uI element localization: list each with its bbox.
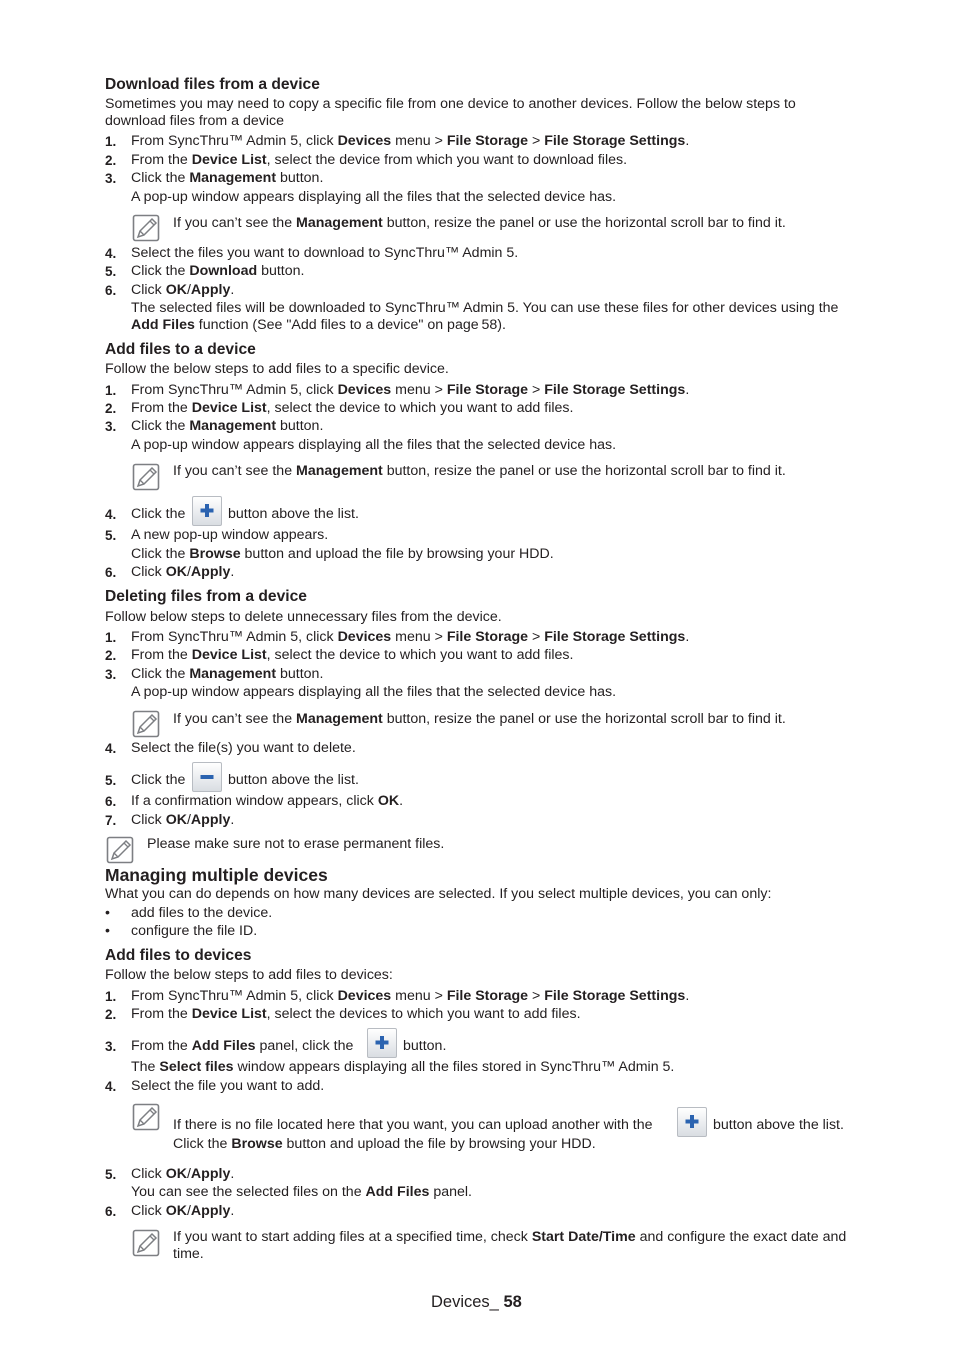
step-text: From SyncThru™ Admin 5, click Devices menu > File Storage > File Storage Settings. [131,629,690,645]
intro-text: Follow below steps to delete unnecessary files from the device. [105,609,502,625]
step-number: 3. [105,419,117,434]
note-icon [132,710,160,738]
minus-icon [193,763,221,791]
intro-text: What you can do depends on how many devices are selected. If you select multiple devices, you can only: [105,886,772,902]
step-text: Click the Management button. [131,666,324,682]
step-number: 1. [105,630,117,645]
step-number: 2. [105,153,117,168]
add-button-icon[interactable] [367,1028,397,1058]
note-text: If you can’t see the Management button, resize the panel or use the horizontal scroll bar to find it. [173,463,786,479]
intro-text: Sometimes you may need to copy a specific file from one device to another devices. Follow the below steps to [105,96,796,112]
step-detail: You can see the selected files on the Add Files panel. [131,1184,472,1200]
step-text: From SyncThru™ Admin 5, click Devices menu > File Storage > File Storage Settings. [131,988,690,1004]
step-text: If a confirmation window appears, click OK. [131,793,404,809]
step-number: 6. [105,1204,117,1219]
section-title-add-files-devices: Add files to devices [105,947,252,964]
step-number: 3. [105,667,117,682]
bullet: • [105,905,110,921]
note-icon [132,1103,160,1131]
step-detail: A pop-up window appears displaying all the files that the selected device has. [131,684,617,700]
note-text: If you want to start adding files at a specified time, check Start Date/Time and configure the exact date and [173,1229,847,1245]
step-text: Click OK/Apply. [131,564,235,580]
note-text: Please make sure not to erase permanent files. [147,836,445,852]
step-number: 1. [105,383,117,398]
step-detail: The selected files will be downloaded to SyncThru™ Admin 5. You can use these files for other devices using the [131,300,839,316]
note-text: time. [173,1246,204,1262]
note-icon [132,1229,160,1257]
step-number: 1. [105,134,117,149]
step-text: From the Device List, select the device from which you want to download files. [131,152,628,168]
step-text: Select the file you want to add. [131,1078,325,1094]
step-text: Click the Download button. [131,263,305,279]
step-number: 2. [105,1007,117,1022]
plus-icon [368,1029,396,1057]
step-number: 4. [105,1079,117,1094]
step-number: 5. [105,528,117,543]
note-text: Click the Browse button and upload the file by browsing your HDD. [173,1136,596,1152]
note-icon [106,836,134,864]
plus-icon [678,1108,706,1136]
step-text: From SyncThru™ Admin 5, click Devices menu > File Storage > File Storage Settings. [131,133,690,149]
step-text: Select the file(s) you want to delete. [131,740,356,756]
step-text: Click the [131,772,186,788]
step-text: Click the [131,506,186,522]
note-icon [132,463,160,491]
step-number: 5. [105,1167,117,1182]
step-text: button above the list. [228,772,359,788]
step-detail: Click the Browse button and upload the file by browsing your HDD. [131,546,554,562]
step-text: button above the list. [228,506,359,522]
section-title-download: Download files from a device [105,76,320,93]
intro-text: Follow the below steps to add files to a specific device. [105,361,449,377]
section-title-managing: Managing multiple devices [105,865,328,885]
step-number: 6. [105,794,117,809]
step-text: From the Device List, select the devices to which you want to add files. [131,1006,581,1022]
step-number: 3. [105,1039,117,1054]
section-title-add-files: Add files to a device [105,341,256,358]
step-detail: Add Files function (See "Add files to a device" on page 58). [131,317,506,333]
step-text: Click the Management button. [131,170,324,186]
step-number: 3. [105,171,117,186]
step-text: Select the files you want to download to SyncThru™ Admin 5. [131,245,519,261]
step-detail: A pop-up window appears displaying all the files that the selected device has. [131,437,617,453]
step-number: 2. [105,401,117,416]
step-text: Click OK/Apply. [131,1166,235,1182]
step-number: 7. [105,813,117,828]
step-text: Click the Management button. [131,418,324,434]
step-number: 5. [105,773,117,788]
note-text: button above the list. [713,1117,844,1133]
footer-section: Devices_ [431,1293,504,1311]
step-detail: The Select files window appears displaying all the files stored in SyncThru™ Admin 5. [131,1059,675,1075]
step-detail: A pop-up window appears displaying all the files that the selected device has. [131,189,617,205]
intro-text: download files from a device [105,113,285,129]
bullet-text: add files to the device. [131,905,273,921]
step-text: Click OK/Apply. [131,1203,235,1219]
page-footer [431,1292,522,1312]
step-text: Click OK/Apply. [131,282,235,298]
section-title-delete-files: Deleting files from a device [105,588,307,605]
step-number: 1. [105,989,117,1004]
bullet-text: configure the file ID. [131,923,258,939]
step-number: 6. [105,283,117,298]
page-number: 58 [503,1293,522,1311]
step-text: button. [403,1038,447,1054]
step-text: A new pop-up window appears. [131,527,329,543]
step-text: From SyncThru™ Admin 5, click Devices menu > File Storage > File Storage Settings. [131,382,690,398]
note-icon [132,214,160,242]
add-button-icon[interactable] [677,1107,707,1137]
step-text: From the Device List, select the device to which you want to add files. [131,647,574,663]
step-number: 4. [105,246,117,261]
intro-text: Follow the below steps to add files to devices: [105,967,393,983]
note-text: If you can’t see the Management button, resize the panel or use the horizontal scroll bar to find it. [173,711,786,727]
step-number: 6. [105,565,117,580]
bullet: • [105,923,110,939]
step-text: Click OK/Apply. [131,812,235,828]
remove-button-icon[interactable] [192,762,222,792]
step-number: 4. [105,741,117,756]
step-number: 4. [105,507,117,522]
step-text: From the Device List, select the device to which you want to add files. [131,400,574,416]
step-number: 2. [105,648,117,663]
step-text: From the Add Files panel, click the [131,1038,354,1054]
add-button-icon[interactable] [192,496,222,526]
step-number: 5. [105,264,117,279]
plus-icon [193,497,221,525]
note-text: If you can’t see the Management button, resize the panel or use the horizontal scroll bar to find it. [173,215,786,231]
note-text: If there is no file located here that you want, you can upload another with the [173,1117,653,1133]
